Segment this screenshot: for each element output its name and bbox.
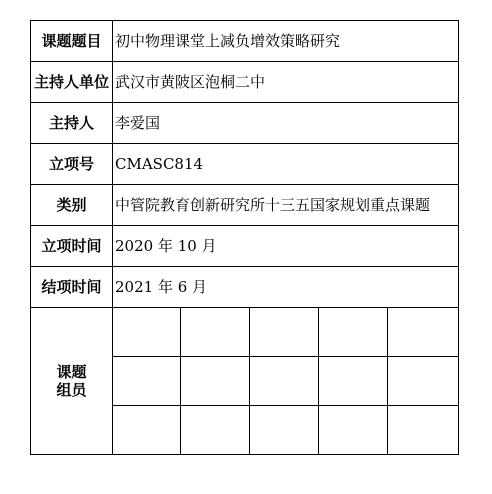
category-value: 中管院教育创新研究所十三五国家规划重点课题 (113, 185, 459, 226)
member-cell[interactable] (250, 357, 319, 406)
member-cell[interactable] (388, 308, 459, 357)
host-unit-label: 主持人单位 (31, 62, 113, 103)
host-label: 主持人 (31, 103, 113, 144)
category-label: 类别 (31, 185, 113, 226)
approval-time-label: 立项时间 (31, 226, 113, 267)
completion-time-label: 结项时间 (31, 267, 113, 308)
table-row (31, 185, 459, 226)
table-row (31, 308, 459, 357)
member-cell[interactable] (181, 357, 250, 406)
member-cell[interactable] (319, 406, 388, 455)
member-cell[interactable] (319, 308, 388, 357)
member-cell[interactable] (113, 406, 181, 455)
completion-time-value: 2021 年 6 月 (113, 267, 459, 308)
member-cell[interactable] (181, 406, 250, 455)
project-title-value: 初中物理课堂上减负增效策略研究 (113, 21, 459, 62)
project-number-value: CMASC814 (113, 144, 459, 185)
members-label-line1: 课题 (56, 363, 87, 381)
approval-time-value: 2020 年 10 月 (113, 226, 459, 267)
host-value: 李爱国 (113, 103, 459, 144)
member-cell[interactable] (113, 357, 181, 406)
project-info-table (30, 20, 459, 455)
project-title-label: 课题题目 (31, 21, 113, 62)
members-label (31, 308, 113, 455)
member-cell[interactable] (319, 357, 388, 406)
table-row (31, 103, 459, 144)
member-cell[interactable] (388, 406, 459, 455)
member-cell[interactable] (250, 406, 319, 455)
members-label-line2: 组员 (56, 381, 87, 399)
table-row (31, 21, 459, 62)
table-row (31, 62, 459, 103)
table-row (31, 144, 459, 185)
project-number-label: 立项号 (31, 144, 113, 185)
host-unit-value: 武汉市黄陂区泡桐二中 (113, 62, 459, 103)
table-row (31, 267, 459, 308)
member-cell[interactable] (388, 357, 459, 406)
member-cell[interactable] (113, 308, 181, 357)
table-row (31, 226, 459, 267)
member-cell[interactable] (250, 308, 319, 357)
member-cell[interactable] (181, 308, 250, 357)
